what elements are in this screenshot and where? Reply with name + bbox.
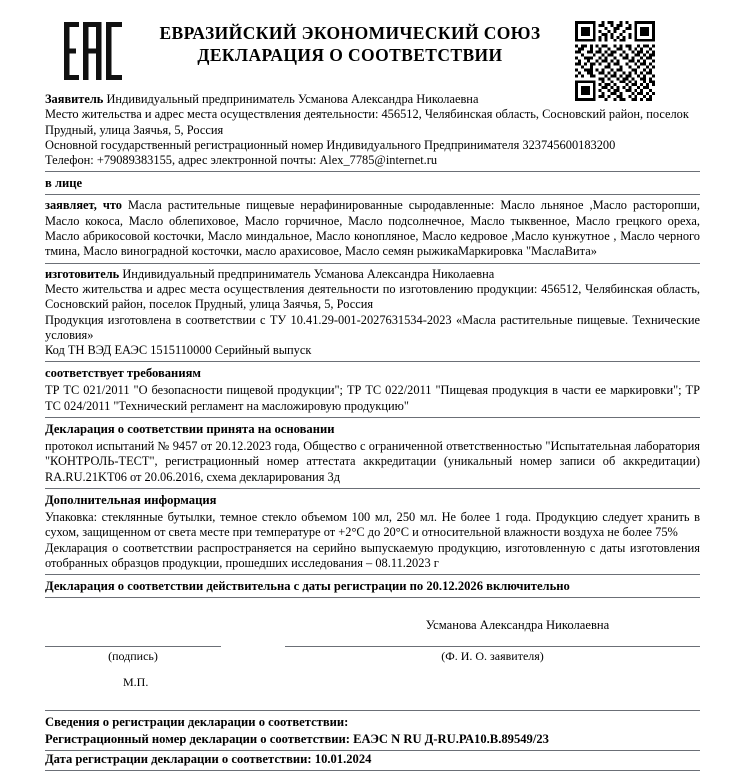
page-title-line1: ЕВРАЗИЙСКИЙ ЭКОНОМИЧЕСКИЙ СОЮЗ [159, 23, 541, 43]
manufacturer-value: Индивидуальный предприниматель Усманова Александра Николаевна [122, 266, 495, 281]
document-title-group [140, 22, 560, 67]
applicant-value: Индивидуальный предприниматель Усманова Александра Николаевна [106, 92, 479, 106]
registration-number-value: ЕАЭС N RU Д-RU.РА10.В.89549/23 [353, 732, 549, 747]
additional-info-scope: Декларация о соответствии распространяется на серийно выпускаемую продукцию, изготовленную с даты изготовления отобранных образцов продукции, прошедших исследования – 08.11.2023 г [45, 540, 700, 570]
signature-caption-right: (Ф. И. О. заявителя) [441, 649, 544, 664]
applicant-contacts: Телефон: +79089383155, адрес электронной почты: Alex_7785@internet.ru [45, 153, 438, 168]
manufacturer-standard: Продукция изготовлена в соответствии с ТУ 10.41.29-001-2027631534-2023 «Масла растительные пищевые. Технические условия» [45, 312, 700, 342]
additional-info-packaging: Упаковка: стеклянные бутылки, темное стекло объемом 100 мл, 250 мл. Не более 1 года. Продукцию следует хранить в сухом, защищенном от света месте при температуре от +2°С до 20°С и относительной влажности воздуха не более 75% [45, 509, 700, 540]
divider [45, 597, 700, 598]
applicant-label: Заявитель [45, 92, 104, 106]
registration-date-line [45, 751, 700, 768]
stamp-placeholder: М.П. [123, 675, 149, 690]
validity-text: Декларация о соответствии действительна с даты регистрации по 20.12.2026 включительно [45, 579, 570, 594]
declares-section [45, 198, 700, 259]
page-title-line2: ДЕКЛАРАЦИЯ О СООТВЕТСТВИИ [197, 45, 503, 66]
applicant-address: Место жительства и адрес места осуществления деятельности: 456512, Челябинская область, Сосновский район, поселок Прудный, улица Заячья, 5, Россия [45, 107, 689, 137]
represented-by-section [45, 175, 700, 191]
manufacturer-address: Место жительства и адрес места осуществления деятельности по изготовлению продукции: 456512, Челябинская область, Сосновский район, поселок Прудный, улица Заячья, 5, Россия [45, 281, 700, 312]
eac-conformity-mark-icon [64, 22, 122, 80]
document-body [0, 92, 731, 771]
manufacturer-label: изготовитель [45, 266, 120, 281]
registration-date-value: 10.01.2024 [314, 752, 372, 767]
registration-heading: Сведения о регистрации декларации о соответствии: [45, 715, 349, 730]
divider [45, 417, 700, 418]
additional-info-section [45, 492, 700, 571]
signature-caption-left: (подпись) [108, 649, 158, 664]
divider [45, 171, 700, 172]
divider [45, 361, 700, 362]
signatory-name: Усманова Александра Николаевна [425, 618, 610, 633]
basis-text: протокол испытаний № 9457 от 20.12.2023 года, Общество с ограниченной ответственностью "Испытательная лаборатория "КОНТРОЛЬ-ТЕСТ", регистрационный номер аттестата аккредитации (уникальный номер записи об аккредитации) RA.RU.21KT06 от 20.06.2016, схема декларирования 3д [45, 439, 700, 484]
declares-label: заявляет, что [45, 198, 122, 213]
conformity-heading: соответствует требованиям [45, 366, 201, 381]
document-header [0, 0, 731, 92]
additional-info-heading: Дополнительная информация [45, 492, 217, 507]
applicant-line [45, 92, 700, 107]
divider [45, 194, 700, 195]
declares-text: Масла растительные пищевые нерафинированные сыродавленные: Масло льняное ,Масло расторопши, Масло кокоса, Масло облепиховое, Масло горчичное, Масло подсолнечное, Масло тыквенное, Масло грецкого ореха, Масло абрикосовой косточки, Масло миндальное, Масло конопляное, Масло кедровое ,Масло кунжутное , Масло черного тмина, Масло виноградной косточки, масло арахисовое, Масло семян рыжикаМаркировка "МаслаВита» [45, 198, 700, 259]
registration-number-label: Регистрационный номер декларации о соответствии: [45, 732, 350, 747]
basis-heading: Декларация о соответствии принята на основании [45, 422, 335, 437]
manufacturer-line [45, 267, 700, 282]
validity-section [45, 578, 700, 594]
signature-section [45, 618, 700, 692]
declares-line [45, 198, 700, 259]
divider [45, 710, 700, 711]
basis-section [45, 421, 700, 485]
represented-by-label: в лице [45, 176, 83, 191]
divider [45, 488, 700, 489]
signature-line-right [285, 646, 700, 647]
registration-section [45, 710, 700, 771]
divider [45, 263, 700, 264]
registration-number-line [45, 731, 700, 748]
divider [45, 574, 700, 575]
conformity-text: ТР ТС 021/2011 "О безопасности пищевой продукции"; ТР ТС 022/2011 "Пищевая продукция в части ее маркировки"; ТР ТС 024/2011 "Технический регламент на масложировую продукцию" [45, 383, 700, 413]
applicant-ogrnip: Основной государственный регистрационный номер Индивидуального Предпринимателя 323745600183200 [45, 137, 616, 152]
manufacturer-tnved-code: Код ТН ВЭД ЕАЭС 1515110000 Серийный выпуск [45, 343, 312, 358]
conformity-section [45, 365, 700, 414]
registration-date-label: Дата регистрации декларации о соответствии: [45, 752, 312, 767]
applicant-section [45, 92, 700, 168]
manufacturer-section [45, 267, 700, 359]
signature-line-left [45, 646, 221, 647]
